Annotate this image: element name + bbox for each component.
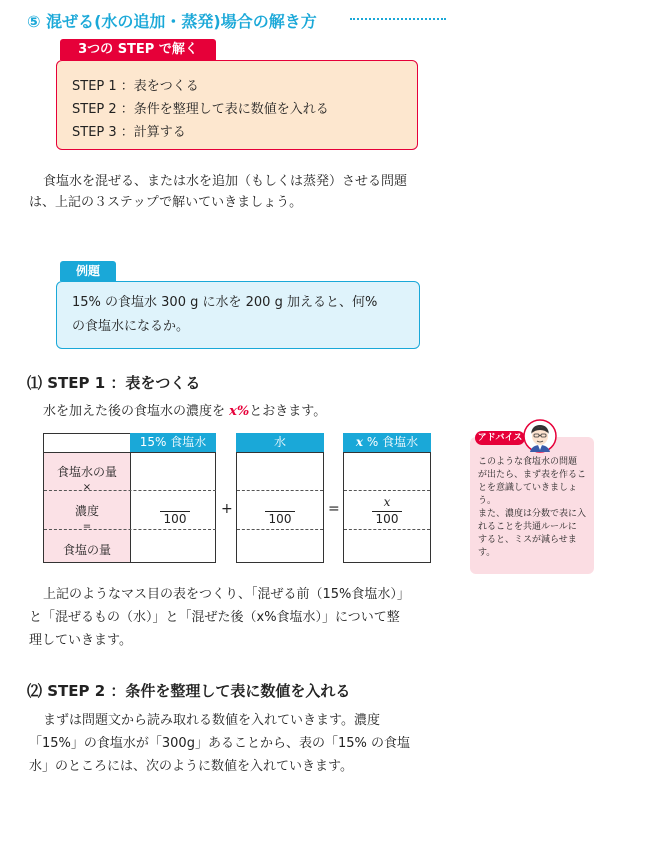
step2-line-2: 「15%」の食塩水が「300g」あることから、表の「15% の食塩: [29, 736, 410, 751]
advice-line-6: れることを共通ルールに: [478, 522, 577, 532]
advice-line-3: とを意識していきましょ: [478, 483, 578, 493]
table-left-dotline-1: [44, 490, 216, 491]
title-dotted-rule: [350, 18, 446, 20]
after-table-line-3: 理していきます。: [29, 633, 132, 648]
advice-badge: アドバイス: [475, 431, 525, 445]
col3-header-var: x: [355, 435, 364, 449]
step-line-3: STEP 3 ：計算する: [72, 125, 186, 140]
table-water-header-rule: [236, 452, 324, 453]
step1-heading: ⑴ STEP 1 ：表をつくる: [27, 374, 201, 392]
step1-text: [43, 401, 326, 422]
example-line-1: 15% の食塩水 300 g に水を 200 g 加えると、何%: [72, 295, 378, 310]
col1-header: 15% 食塩水: [130, 433, 216, 452]
frac3-numerator: x: [383, 495, 391, 509]
section-title: ⑤ 混ぜる(水の追加・蒸発)場合の解き方: [27, 12, 317, 31]
row-label-salt-amount: 食塩の量: [62, 543, 111, 557]
step2-line-3: 水」のところには、次のように数値を入れていきます。: [29, 759, 353, 774]
frac2-denominator: 100: [268, 512, 292, 526]
step2-heading: ⑵ STEP 2 ：条件を整理して表に数値を入れる: [27, 682, 351, 700]
row-label-solution-amount: 食塩水の量: [56, 465, 117, 479]
col2-header: 水: [236, 433, 324, 452]
intro-line-2: は、上記の３ステップで解いていきましょう。: [29, 195, 303, 210]
equal-sign: =: [328, 501, 340, 517]
example-line-2: の食塩水になるか。: [72, 319, 190, 334]
table-left-dotline-2: [44, 529, 216, 530]
row-label-times: ×: [82, 482, 92, 493]
step2-line-1: まずは問題文から読み取れる数値を入れていきます。濃度: [43, 713, 380, 728]
advice-line-5: また、濃度は分数で表に入: [478, 509, 587, 519]
example-label: 例題: [60, 261, 116, 281]
col3-header-rest: % 食塩水: [363, 435, 419, 449]
table-result-dotline-1: [344, 490, 430, 491]
advice-line-4: う。: [478, 496, 497, 506]
advice-line-1: このような食塩水の問題: [478, 457, 578, 467]
frac3-denominator: 100: [375, 512, 399, 526]
intro-line-1: 食塩水を混ぜる、または水を追加（もしくは蒸発）させる問題: [43, 174, 408, 189]
col3-header: [343, 433, 431, 452]
advice-line-7: すると、ミスが減らせま: [478, 535, 577, 545]
row-label-concentration: 濃度: [74, 504, 99, 518]
table-water-dotline-1: [237, 490, 323, 491]
step-line-2: STEP 2 ：条件を整理して表に数値を入れる: [72, 102, 329, 117]
step-line-1: STEP 1 ：表をつくる: [72, 79, 199, 94]
row-label-equals: =: [82, 521, 92, 532]
step1-var: x%: [229, 404, 250, 419]
after-table-line-1: 上記のようなマス目の表をつくり、「混ぜる前（15%食塩水）」: [43, 587, 410, 602]
advice-line-8: す。: [478, 548, 496, 558]
table-result-dotline-2: [344, 529, 430, 530]
plus-sign: +: [221, 501, 233, 517]
advice-line-2: が出たら、まず表を作るこ: [478, 470, 587, 480]
after-table-line-2: と「混ぜるもの（水）」と「混ぜた後（x%食塩水）」について整: [29, 610, 400, 625]
step1-text-before: 水を加えた後の食塩水の濃度を: [43, 404, 230, 419]
table-result-header-rule: [343, 452, 431, 453]
step1-text-after: とおきます。: [249, 404, 327, 419]
teacher-avatar-icon: [523, 419, 557, 453]
table-left-header-rule: [43, 452, 216, 453]
steps-box-label: 3つの STEP で解く: [60, 39, 216, 60]
table-water-dotline-2: [237, 529, 323, 530]
frac1-denominator: 100: [163, 512, 187, 526]
